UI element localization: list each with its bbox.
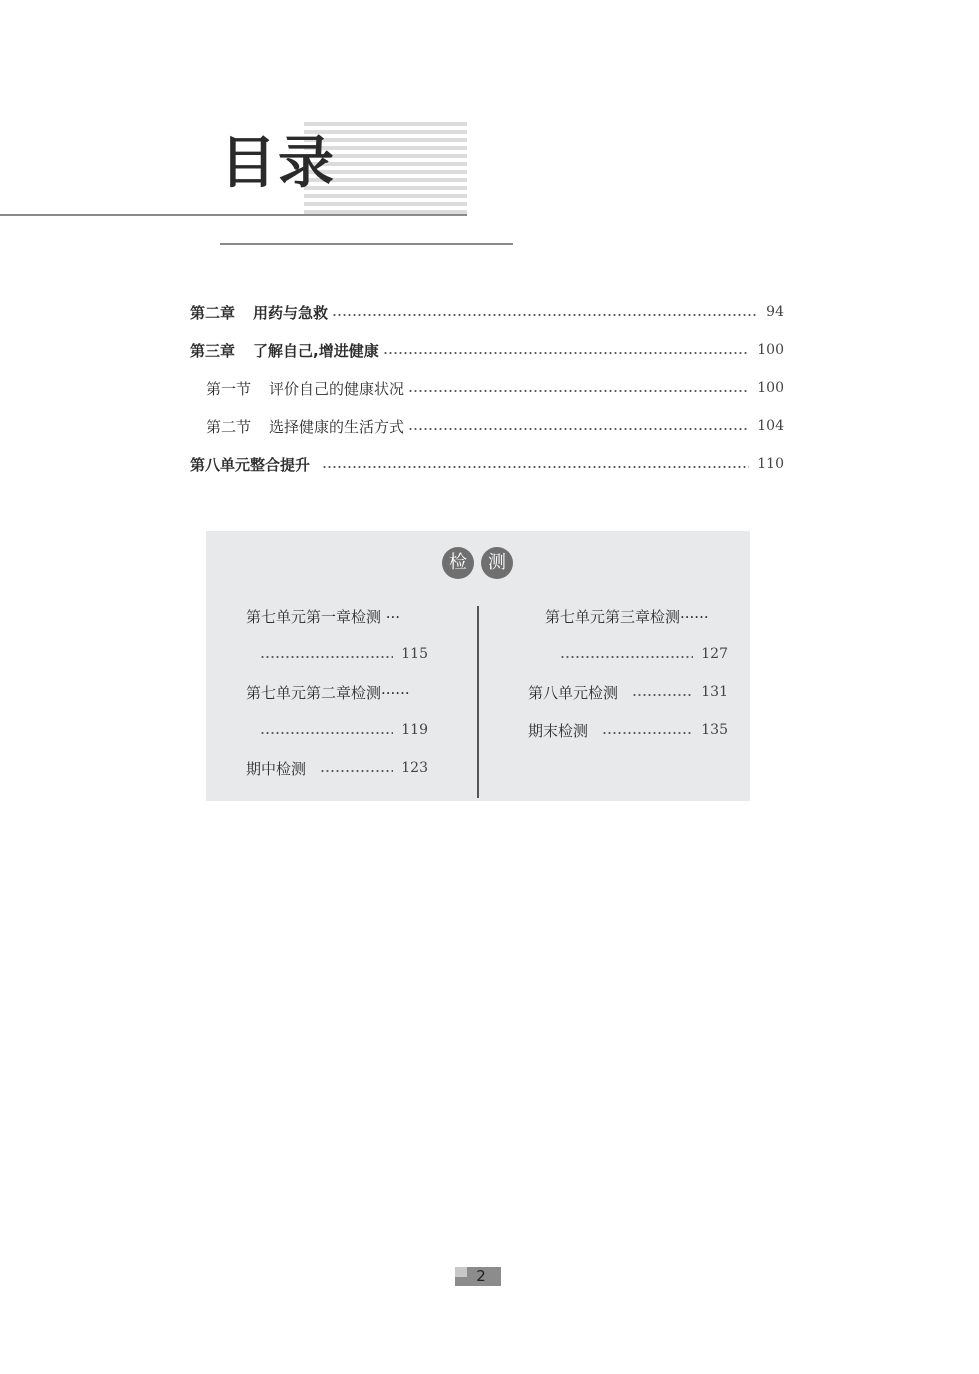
dot-leader bbox=[332, 314, 756, 316]
toc-label: 第八单元整合提升 bbox=[190, 455, 311, 474]
test-entry-unit7-ch1[interactable] bbox=[246, 604, 400, 628]
dot-leader bbox=[320, 770, 393, 772]
test-entry-final[interactable] bbox=[528, 718, 728, 742]
toc-title: 用药与急救 bbox=[253, 303, 329, 322]
test-title: 第八单元检测 bbox=[528, 683, 619, 702]
dot-leader bbox=[383, 352, 750, 354]
toc-page-number: 100 bbox=[757, 342, 784, 358]
toc-page-number: 104 bbox=[757, 418, 784, 434]
test-title: 期末检测 bbox=[528, 721, 589, 740]
toc-page-number: 100 bbox=[757, 380, 784, 396]
toc-entry-chapter-3[interactable] bbox=[190, 338, 784, 362]
dot-leader bbox=[408, 428, 749, 430]
test-entry-unit7-ch3-page-line[interactable] bbox=[560, 642, 728, 666]
dot-leader bbox=[560, 656, 693, 658]
dot-leader bbox=[408, 390, 749, 392]
test-page-number: 135 bbox=[701, 722, 728, 738]
test-entry-midterm[interactable] bbox=[246, 756, 428, 780]
test-entry-unit7-ch2-page-line[interactable] bbox=[260, 718, 428, 742]
dot-leader bbox=[322, 466, 749, 468]
test-page-number: 123 bbox=[401, 760, 428, 776]
test-title: 期中检测 bbox=[246, 759, 307, 778]
test-entry-unit7-ch3[interactable] bbox=[545, 604, 709, 628]
dot-leader bbox=[602, 732, 693, 734]
title-rule-top bbox=[0, 214, 467, 216]
dot-leader bbox=[632, 694, 693, 696]
test-title: 第七单元第二章检测······ bbox=[246, 683, 410, 702]
tests-badge-char-2: 测 bbox=[481, 547, 513, 579]
test-page-number: 115 bbox=[401, 646, 428, 662]
page-title: 目录 bbox=[220, 131, 336, 196]
test-entry-unit7-ch2[interactable] bbox=[246, 680, 410, 704]
test-title: 第七单元第三章检测······ bbox=[545, 607, 709, 626]
toc-label: 第三章 bbox=[190, 341, 236, 360]
toc-entry-section-2[interactable] bbox=[206, 414, 784, 438]
page-number: 2 bbox=[476, 1267, 486, 1285]
toc-title: 了解自己,增进健康 bbox=[253, 341, 379, 360]
toc-entry-unit-8-review[interactable] bbox=[190, 452, 784, 476]
toc-title: 选择健康的生活方式 bbox=[269, 417, 405, 436]
tests-badge-char-1: 检 bbox=[442, 547, 474, 579]
test-page-number: 127 bbox=[701, 646, 728, 662]
test-title: 第七单元第一章检测 ··· bbox=[246, 607, 401, 626]
dot-leader bbox=[260, 732, 393, 734]
test-entry-unit8[interactable] bbox=[528, 680, 728, 704]
toc-entry-section-1[interactable] bbox=[206, 376, 784, 400]
toc-entry-chapter-2[interactable] bbox=[190, 300, 784, 324]
toc-page-number: 110 bbox=[757, 456, 784, 472]
test-page-number: 131 bbox=[701, 684, 728, 700]
toc-label: 第二节 bbox=[206, 417, 252, 436]
toc-label: 第一节 bbox=[206, 379, 252, 398]
dot-leader bbox=[260, 656, 393, 658]
toc-label: 第二章 bbox=[190, 303, 236, 322]
toc-page-number: 94 bbox=[766, 304, 784, 320]
tests-column-divider bbox=[477, 606, 479, 798]
test-page-number: 119 bbox=[401, 722, 428, 738]
toc-title: 评价自己的健康状况 bbox=[269, 379, 405, 398]
title-rule-bottom bbox=[220, 243, 513, 245]
test-entry-unit7-ch1-page-line[interactable] bbox=[260, 642, 428, 666]
